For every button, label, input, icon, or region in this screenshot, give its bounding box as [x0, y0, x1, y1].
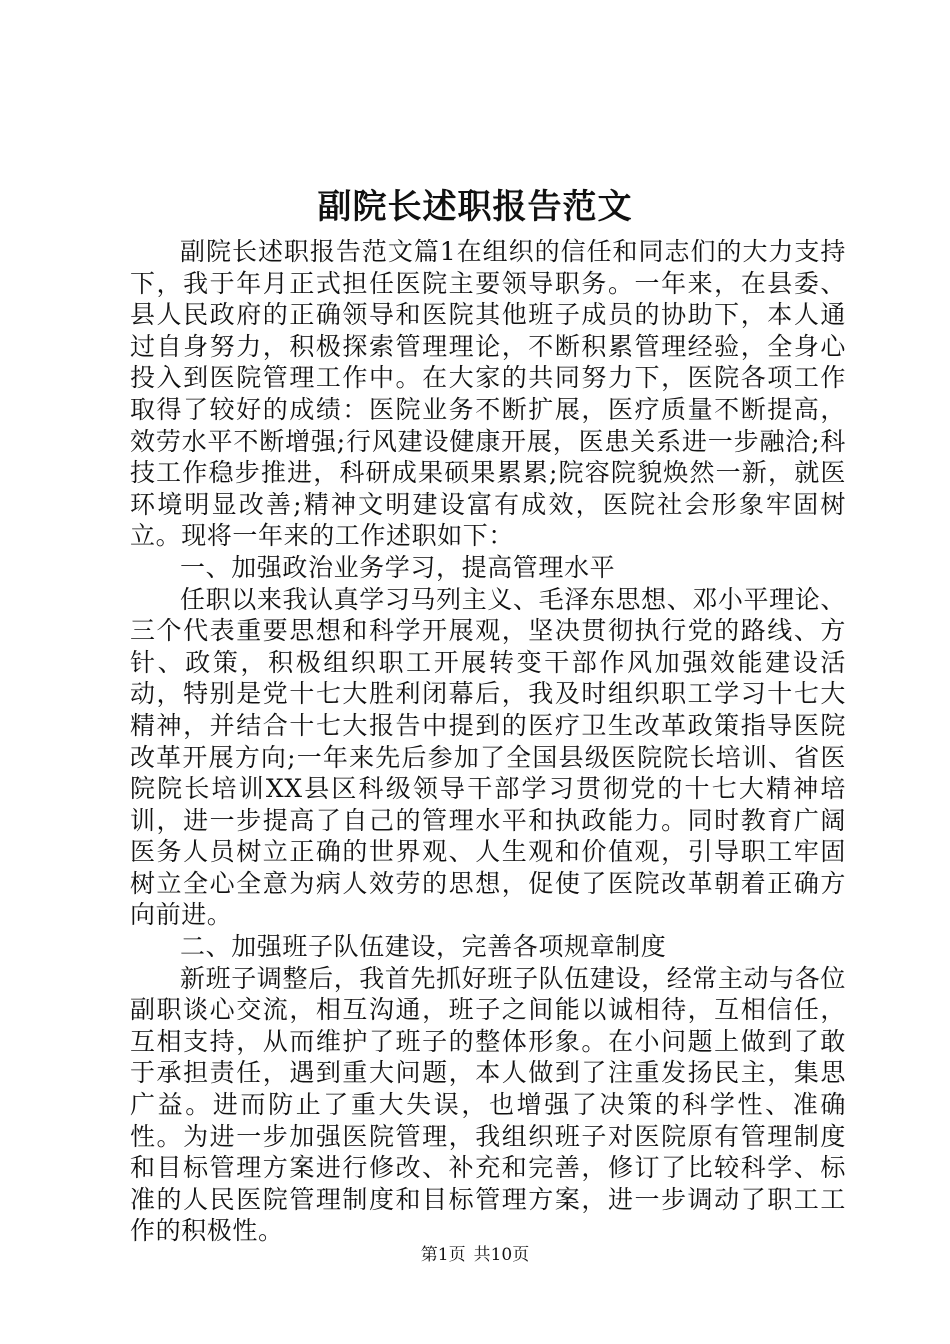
document-title: 副院长述职报告范文 — [317, 187, 633, 227]
section-heading-1: 一、加强政治业务学习，提高管理水平 — [180, 552, 616, 582]
page-total: 共10页 — [473, 1245, 530, 1265]
page-footer — [0, 1243, 950, 1267]
paragraph-section-2: 新班子调整后，我首先抓好班子队伍建设，经常主动与各位副职谈心交流，相互沟通，班子之间能以诚相待，互相信任，互相支持，从而维护了班子的整体形象。在小问题上做到了敢于承担责任，遇到重大问题，本人做到了注重发扬民主，集思广益。进而防止了重大失误，也增强了决策的科学性、准确性。为进一步加强医院管理，我组织班子对医院原有管理制度和目标管理方案进行修改、补充和完善，修订了比较科学、标准的人民医院管理制度和目标管理方案，进一步调动了职工工作的积极性。 — [130, 963, 846, 1246]
section-heading-2: 二、加强班子队伍建设，完善各项规章制度 — [180, 932, 667, 962]
page-number: 第1页 — [420, 1245, 466, 1265]
document-body — [130, 236, 846, 1247]
paragraph-intro: 副院长述职报告范文篇1在组织的信任和同志们的大力支持下，我于年月正式担任医院主要领导职务。一年来，在县委、县人民政府的正确领导和医院其他班子成员的协助下，本人通过自身努力，积极探索管理理论，不断积累管理经验，全身心投入到医院管理工作中。在大家的共同努力下，医院各项工作取得了较好的成绩：医院业务不断扩展，医疗质量不断提高，效劳水平不断增强;行风建设健康开展，医患关系进一步融洽;科技工作稳步推进，科研成果硕果累累;院容院貌焕然一新，就医环境明显改善;精神文明建设富有成效，医院社会形象牢固树立。现将一年来的工作述职如下： — [130, 237, 846, 551]
paragraph-section-1: 任职以来我认真学习马列主义、毛泽东思想、邓小平理论、三个代表重要思想和科学开展观，坚决贯彻执行党的路线、方针、政策，积极组织职工开展转变干部作风加强效能建设活动，特别是党十七大胜利闭幕后，我及时组织职工学习十七大精神，并结合十七大报告中提到的医疗卫生改革政策指导医院改革开展方向;一年来先后参加了全国县级医院院长培训、省医院院长培训XX县区科级领导干部学习贯彻党的十七大精神培训，进一步提高了自己的管理水平和执政能力。同时教育广阔医务人员树立正确的世界观、人生观和价值观，引导职工牢固树立全心全意为病人效劳的思想，促使了医院改革朝着正确方向前进。 — [130, 584, 846, 930]
